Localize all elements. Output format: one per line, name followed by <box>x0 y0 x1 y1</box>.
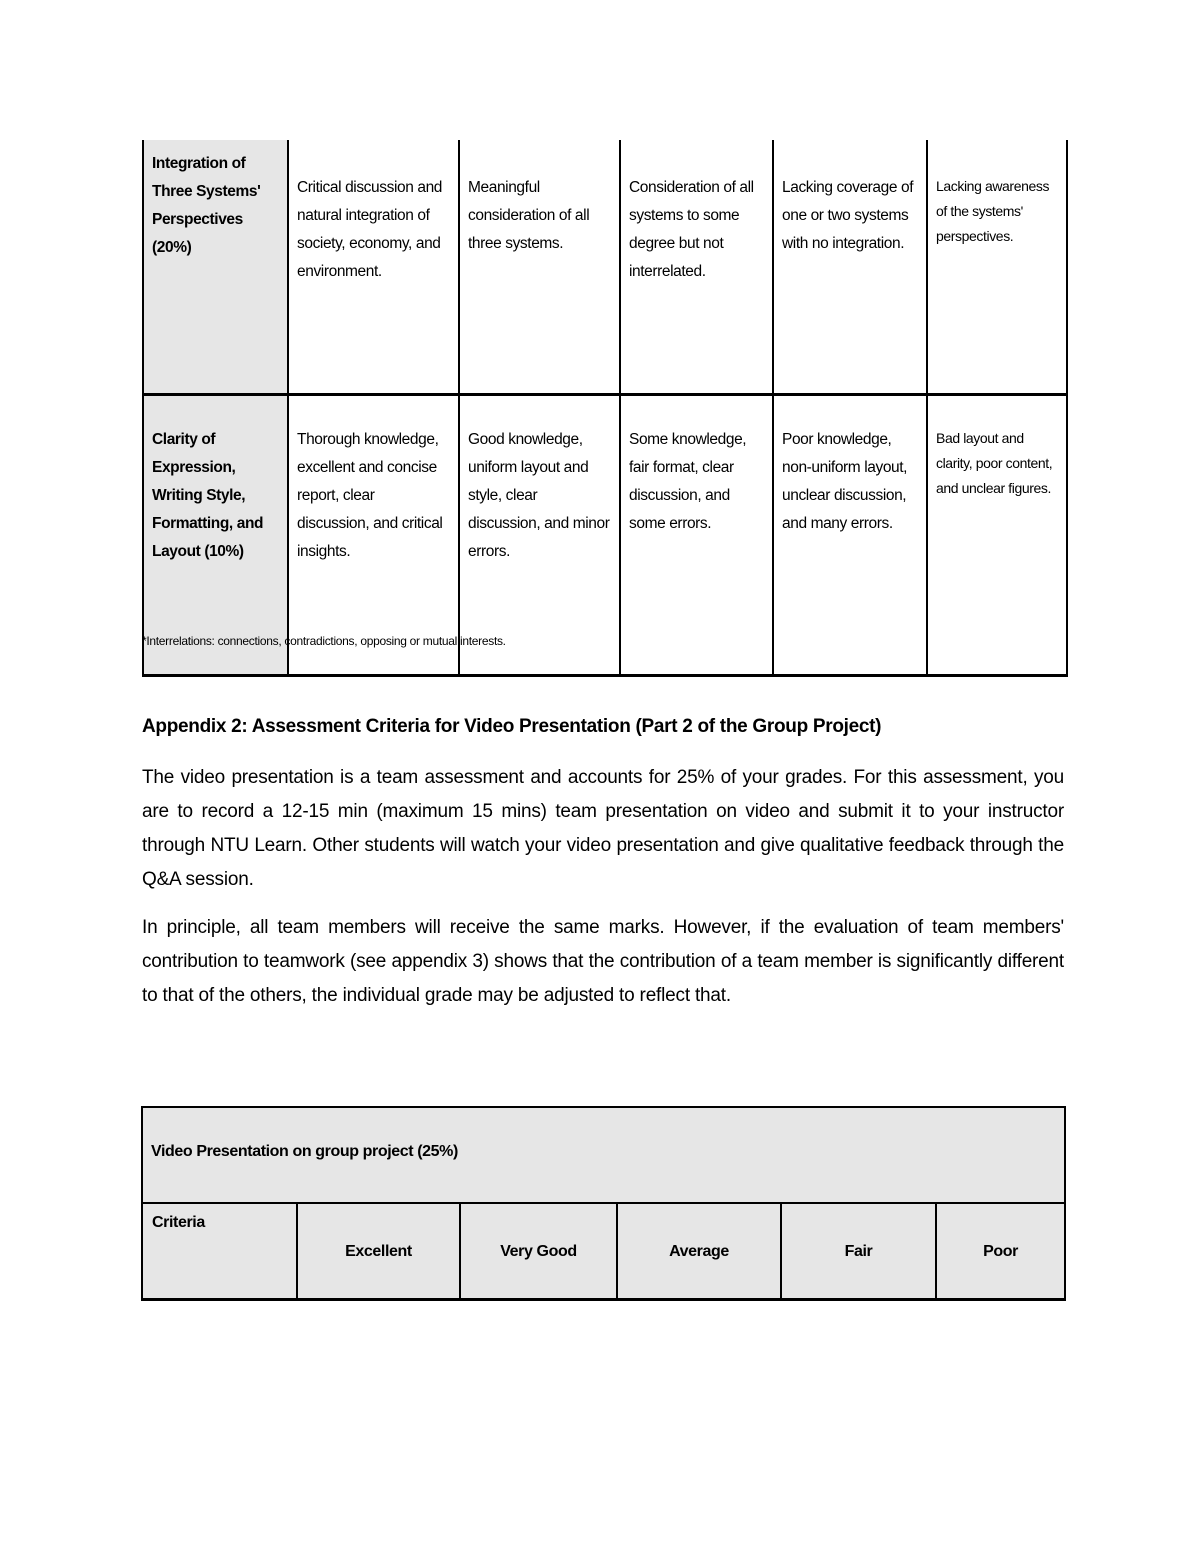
average-cell: Some knowledge, fair format, clear discussion, and some errors. <box>620 395 773 676</box>
video-table-title: Video Presentation on group project (25%) <box>143 1108 1064 1204</box>
header-very-good: Very Good <box>461 1204 618 1299</box>
header-criteria: Criteria <box>143 1204 298 1299</box>
average-cell: Consideration of all systems to some degree but not interrelated. <box>620 140 773 395</box>
excellent-cell: Critical discussion and natural integration of society, economy, and environment. <box>288 140 459 395</box>
video-table-header-row <box>143 1204 1064 1299</box>
video-presentation-table <box>141 1106 1066 1301</box>
rubric-footnote: *Interrelations: connections, contradictions, opposing or mutual interests. <box>142 634 506 648</box>
header-poor: Poor <box>983 1242 1018 1260</box>
rubric-row-integration <box>143 140 1067 395</box>
poor-cell: Bad layout and clarity, poor content, and unclear figures. <box>927 395 1067 676</box>
very-good-cell: Meaningful consideration of all three systems. <box>459 140 620 395</box>
header-excellent: Excellent <box>298 1204 461 1299</box>
appendix-heading: Appendix 2: Assessment Criteria for Video Presentation (Part 2 of the Group Project) <box>142 716 882 737</box>
very-good-cell: Good knowledge, uniform layout and style, clear discussion, and minor errors. <box>459 395 620 676</box>
fair-cell: Poor knowledge, non-uniform layout, unclear discussion, and many errors. <box>773 395 927 676</box>
header-average: Average <box>618 1204 782 1299</box>
appendix-paragraph-1: The video presentation is a team assessment and accounts for 25% of your grades. For this assessment, you are to record a 12-15 min (maximum 15 mins) team presentation on video and submit it to your instructor through NTU Learn. Other students will watch your video presentation and give qualitative feedback through the Q&A session. <box>142 767 1064 890</box>
fair-cell: Lacking coverage of one or two systems with no integration. <box>773 140 927 395</box>
criterion-cell: Integration of Three Systems' Perspectives (20%) <box>143 140 288 395</box>
excellent-cell: Thorough knowledge, excellent and concise report, clear discussion, and critical insights. <box>288 395 459 676</box>
header-fair: Fair <box>782 1204 937 1299</box>
poor-cell: Lacking awareness of the systems' perspectives. <box>927 140 1067 395</box>
rubric-table <box>142 140 1068 677</box>
appendix-paragraph-2: In principle, all team members will receive the same marks. However, if the evaluation of team members' contribution to teamwork (see appendix 3) shows that the contribution of a team member is significantly different to that of the others, the individual grade may be adjusted to reflect that. <box>142 917 1064 1006</box>
criterion-cell: Clarity of Expression, Writing Style, Formatting, and Layout (10%) <box>143 395 288 676</box>
